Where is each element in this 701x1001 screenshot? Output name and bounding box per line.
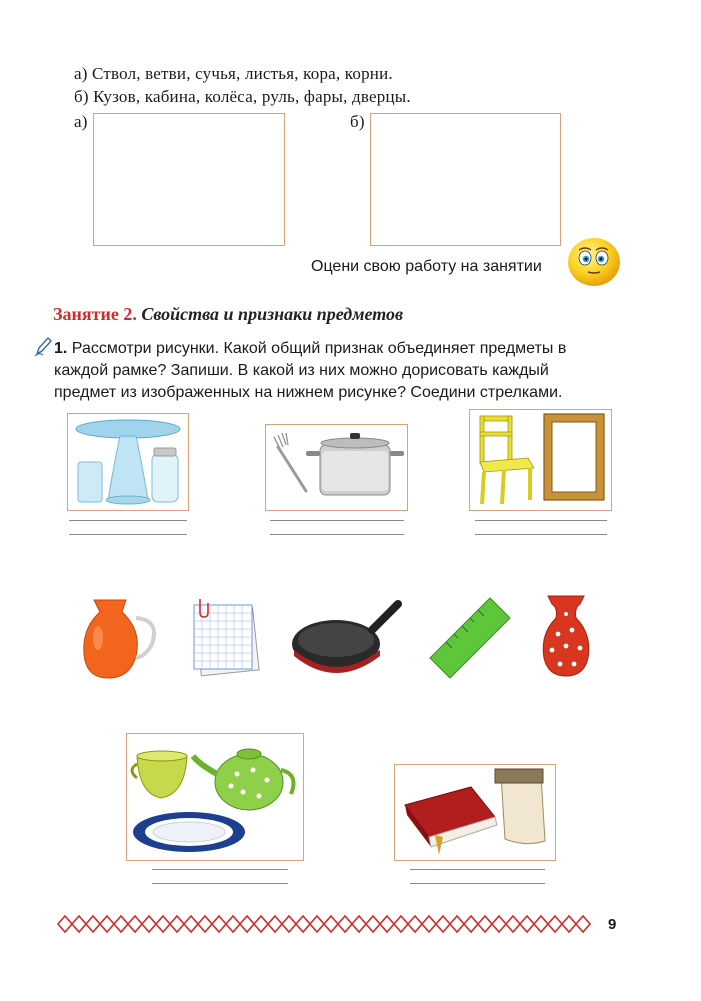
ornament-diamond (240, 916, 254, 932)
ornament-diamond (436, 916, 450, 932)
answer-line[interactable] (475, 534, 607, 535)
ornament-diamond (338, 916, 352, 932)
ornament-diamond (324, 916, 338, 932)
ornament-diamond (226, 916, 240, 932)
answer-line[interactable] (270, 534, 404, 535)
ornament-diamond (170, 916, 184, 932)
fork-and-pot-picture (266, 425, 407, 510)
picture-frame-metal (265, 424, 408, 511)
ornament-diamond (156, 916, 170, 932)
ornament-diamond (366, 916, 380, 932)
lesson-heading (53, 304, 403, 325)
answer-line[interactable] (69, 534, 187, 535)
ornament-diamond (478, 916, 492, 932)
ornament-diamond (212, 916, 226, 932)
red-vase-picture[interactable] (538, 594, 594, 678)
ornament-diamond (450, 916, 464, 932)
glassware-picture (68, 414, 188, 510)
ornament-diamond (520, 916, 534, 932)
box-label-a: а) (74, 112, 88, 131)
ornament-diamond (394, 916, 408, 932)
ornament-diamond (184, 916, 198, 932)
task-text-line-2: каждой рамке? Запиши. В какой из них можно дорисовать каждый (54, 362, 549, 379)
ornament-diamond (128, 916, 142, 932)
ornament-diamond (576, 916, 590, 932)
ornament-diamond (114, 916, 128, 932)
ornament-diamond (534, 916, 548, 932)
picture-frame-wood (469, 409, 612, 511)
ornament-diamond (142, 916, 156, 932)
green-ruler-picture[interactable] (426, 594, 516, 680)
ornament-diamond (310, 916, 324, 932)
answer-line[interactable] (410, 869, 545, 870)
picture-frame-glassware (67, 413, 189, 511)
answer-line[interactable] (475, 520, 607, 521)
answer-line[interactable] (69, 520, 187, 521)
ornament-diamond (86, 916, 100, 932)
lesson-title: Свойства и признаки предметов (141, 304, 404, 324)
answer-line[interactable] (270, 520, 404, 521)
answer-line[interactable] (152, 883, 288, 884)
orange-jug-picture[interactable] (80, 594, 164, 680)
task-1 (54, 338, 654, 404)
task-text-line-1: Рассмотри рисунки. Какой общий признак объединяет предметы в (71, 340, 567, 357)
picture-frame-porcelain (126, 733, 304, 861)
ornament-diamond (506, 916, 520, 932)
ornament-diamond (548, 916, 562, 932)
answer-line[interactable] (152, 869, 288, 870)
picture-frame-paper (394, 764, 556, 861)
drawing-box-a[interactable] (93, 113, 285, 246)
ornament-diamond (464, 916, 478, 932)
ornament-diamond (408, 916, 422, 932)
ornament-diamond (296, 916, 310, 932)
chair-and-frame-picture (470, 410, 611, 510)
pencil-icon (33, 336, 53, 358)
lesson-number: Занятие 2. (53, 304, 137, 324)
ornament-diamond (268, 916, 282, 932)
cup-teapot-plate-picture (127, 734, 303, 860)
ornament-diamond (100, 916, 114, 932)
ornament-diamond (352, 916, 366, 932)
ornament-diamond (562, 916, 576, 932)
frying-pan-picture[interactable] (290, 598, 402, 678)
smiley-face-icon (566, 236, 622, 288)
ornament-diamond (380, 916, 394, 932)
task-number: 1. (54, 340, 68, 357)
answer-line[interactable] (410, 883, 545, 884)
ornament-diamond (198, 916, 212, 932)
box-label-b: б) (350, 112, 365, 131)
ornament-diamond (58, 916, 72, 932)
book-and-calendar-picture (395, 765, 555, 860)
drawing-box-b[interactable] (370, 113, 561, 246)
graph-paper-picture[interactable] (188, 597, 268, 679)
task-text-line-3: предмет из изображенных на нижнем рисунке? Соедини стрелками. (54, 384, 563, 401)
exercise-line-b: б) Кузов, кабина, колёса, руль, фары, дверцы. (74, 87, 411, 106)
page-number: 9 (608, 916, 617, 933)
ornament-border (56, 913, 596, 935)
ornament-diamond (422, 916, 436, 932)
ornament-diamond (72, 916, 86, 932)
ornament-diamond (282, 916, 296, 932)
self-assessment-text: Оцени свою работу на занятии (311, 258, 542, 275)
exercise-line-a: а) Ствол, ветви, сучья, листья, кора, корни. (74, 64, 393, 83)
ornament-diamond (254, 916, 268, 932)
ornament-diamond (492, 916, 506, 932)
